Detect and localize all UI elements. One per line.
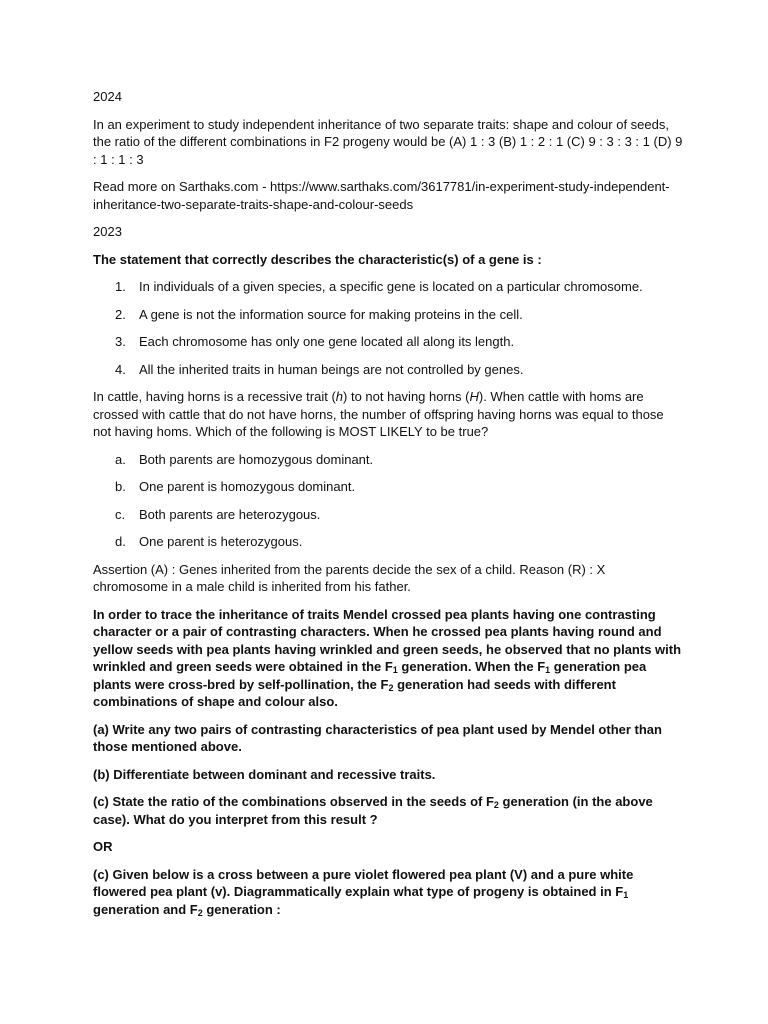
list-number: 4.: [115, 361, 126, 377]
cattle-question: In cattle, having horns is a recessive trait (h) to not having horns (H). When cattle with homs are crossed with cattle that do not have horns, the number of offspring having horns was equal to those not having homs. Which of the following is MOST LIKELY to be true?: [93, 389, 664, 439]
question-2024: In an experiment to study independent inheritance of two separate traits: shape and colour of seeds, the ratio of the different combinations in F2 progeny would be (A) 1 : 3 (B) 1 : 2 : 1 (C) 9 : 3 : 3 : 1 (D) 9 : 1 : 1 : 3: [93, 116, 683, 167]
list-number: 1.: [115, 279, 126, 294]
gene-question-title: The statement that correctly describes the characteristic(s) of a gene is :: [93, 251, 542, 267]
mendel-question-b: (b) Differentiate between dominant and recessive traits.: [93, 766, 436, 782]
list-item: [93, 278, 683, 296]
gene-options-list: [93, 278, 683, 378]
list-item: [93, 533, 683, 551]
mendel-question-c: (c) State the ratio of the combinations observed in the seeds of $F_2$ generation (in the above case). What do you interpret from this result ?: [93, 794, 653, 827]
assertion-reason-question: Assertion (A) : Genes inherited from the parents decide the sex of a child. Reason (R) : X chromosome in a male child is inherited from his father.: [93, 561, 606, 594]
mendel-question-a: (a) Write any two pairs of contrasting characteristics of pea plant used by Mendel other than those mentioned above.: [93, 721, 662, 754]
list-text: A gene is not the information source for making proteins in the cell.: [139, 306, 523, 322]
year-heading-2023: 2023: [93, 224, 122, 239]
list-item: [93, 451, 683, 469]
list-text: One parent is heterozygous.: [139, 534, 303, 549]
list-text: Each chromosome has only one gene located all along its length.: [139, 334, 515, 349]
list-item: [93, 333, 683, 351]
list-text: Both parents are heterozygous.: [139, 506, 321, 522]
list-text: All the inherited traits in human beings are not controlled by genes.: [139, 361, 524, 377]
list-text: In individuals of a given species, a specific gene is located on a particular chromosome.: [139, 279, 643, 294]
list-item: [93, 506, 683, 524]
cattle-options-list: [93, 451, 683, 551]
list-letter: b.: [115, 479, 126, 494]
list-letter: d.: [115, 534, 126, 549]
list-item: [93, 306, 683, 324]
mendel-passage: In order to trace the inheritance of traits Mendel crossed pea plants having one contrasting character or a pair of contrasting characters. When he crossed pea plants having round and yellow seeds with pea plants having wrinkled and green seeds, he observed that no plants with wrinkled and green seeds were obtained in the $F_1$ generation. When the $F_1$ generation pea plants were cross-bred by self-pollination, the $F_2$ generation had seeds with different combinations of shape and colour also.: [93, 606, 682, 709]
list-item: [93, 478, 683, 496]
list-number: 2.: [115, 306, 126, 322]
or-separator: OR: [93, 839, 113, 854]
list-number: 3.: [115, 334, 126, 349]
list-text: One parent is homozygous dominant.: [139, 479, 356, 494]
document-body: [93, 88, 683, 928]
year-heading-2024: 2024: [93, 89, 122, 104]
list-text: Both parents are homozygous dominant.: [139, 451, 374, 467]
mendel-question-c-alternate: (c) Given below is a cross between a pure violet flowered pea plant (V) and a pure white flowered pea plant (v). Diagrammatically explain what type of progeny is obtained in $F_1$ generation and $F_2$ generation :: [93, 866, 634, 918]
read-more-link[interactable]: Read more on Sarthaks.com - https://www.sarthaks.com/3617781/in-experiment-study-independent-inheritance-two-separate-traits-shape-and-colour-seeds: [93, 179, 670, 212]
list-item: [93, 361, 683, 379]
list-letter: c.: [115, 506, 126, 522]
list-letter: a.: [115, 451, 126, 467]
